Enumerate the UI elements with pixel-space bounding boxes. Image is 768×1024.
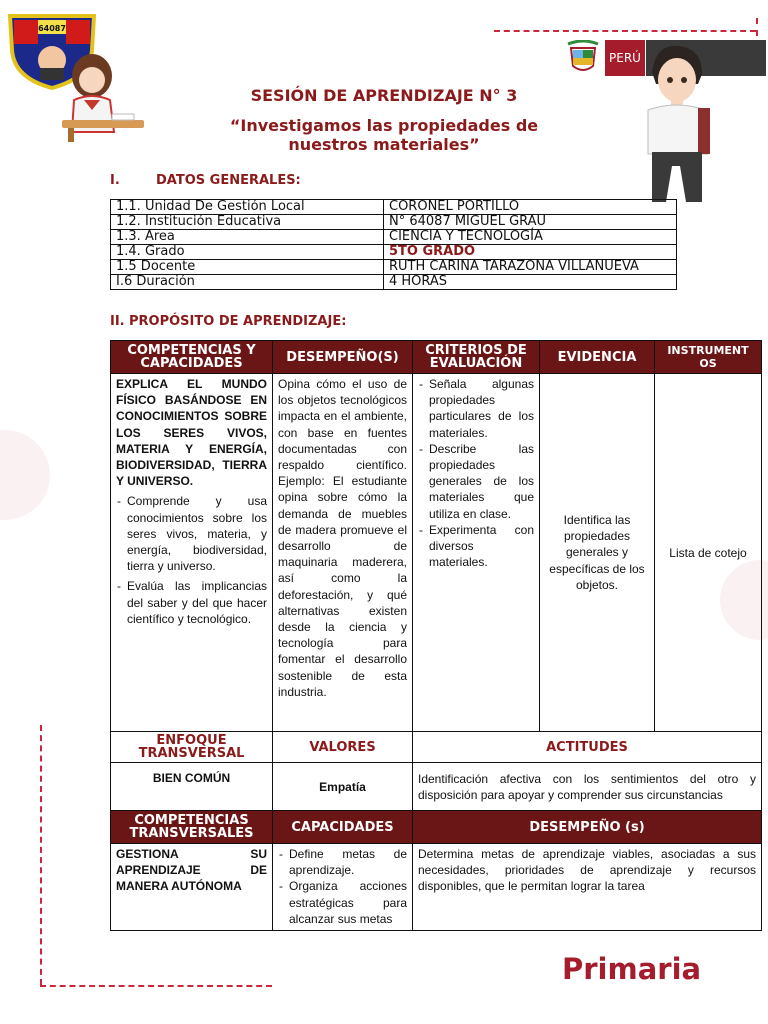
data-key: 1.4. Grado bbox=[111, 245, 384, 260]
valor-cell: Empatía bbox=[273, 763, 413, 811]
table-row bbox=[111, 374, 762, 732]
table-row bbox=[111, 275, 677, 290]
list-item: - Comprende y usa conocimientos sobre los seres vivos, materia, y energía, biodiversidad, tierra y universo. bbox=[127, 493, 267, 574]
section2-heading: PROPÓSITO DE APRENDIZAJE: bbox=[129, 314, 347, 329]
competencia-cell bbox=[111, 374, 273, 732]
header-evidencia: EVIDENCIA bbox=[540, 341, 655, 374]
bg-decoration bbox=[0, 430, 50, 520]
list-item: - Describe las propiedades generales de los materiales que utiliza en clase. bbox=[429, 441, 534, 522]
competencia-title: EXPLICA EL MUNDO FÍSICO BASÁNDOSE EN CONOCIMIENTOS SOBRE LOS SERES VIVOS, MATERIA Y ENERGÍA, BIODIVERSIDAD, TIERRA Y UNIVERSO. bbox=[116, 377, 267, 489]
data-value: CORONEL PORTILLO bbox=[384, 200, 677, 215]
enfoque-header-row bbox=[111, 732, 762, 763]
level-label: Primaria bbox=[562, 952, 702, 986]
girl-student-illustration bbox=[62, 54, 144, 142]
instrumento-cell: Lista de cotejo bbox=[655, 374, 762, 732]
desempeno-cell: Opina cómo el uso de los objetos tecnológicos impacta en el ambiente, con base en fuentes documentadas con respaldo científico. Ejemplo: El estudiante opina sobre cómo la demanda de muebles de madera promueve el desarrollo de maquinaria maderera, así como la deforestación, y qué alternativas existen desde la ciencia y tecnología para fomentar el desarrollo sostenible de esta industria. bbox=[273, 374, 413, 732]
data-value: 4 HORAS bbox=[384, 275, 677, 290]
list-item: - Evalúa las implicancias del saber y del que hacer científico y tecnológico. bbox=[127, 578, 267, 627]
competencia-transversal-cell: GESTIONA SU APRENDIZAJE DE MANERA AUTÓNOMA bbox=[111, 844, 273, 931]
header-capacidades: CAPACIDADES bbox=[273, 811, 413, 844]
transversal-header-row bbox=[111, 811, 762, 844]
list-item: - Organiza acciones estratégicas para alcanzar sus metas bbox=[289, 878, 407, 927]
general-data-table bbox=[110, 199, 677, 290]
section1-number: I. bbox=[110, 173, 120, 188]
capacidades-transversales-list bbox=[278, 846, 407, 927]
dashed-border-line bbox=[40, 725, 42, 985]
dashed-border-line bbox=[494, 30, 756, 32]
data-key: 1.3. Area bbox=[111, 230, 384, 245]
table-row bbox=[111, 230, 677, 245]
desempeno-transversal-cell: Determina metas de aprendizaje viables, asociadas a sus necesidades, prioridades de aprendizaje y recursos disponibles, que le permitan lograr la tarea bbox=[413, 844, 762, 931]
learning-purpose-table bbox=[110, 340, 762, 931]
section1-heading: DATOS GENERALES: bbox=[156, 173, 301, 188]
header-instrumentos: INSTRUMENT OS bbox=[655, 341, 762, 374]
coat-of-arms-icon bbox=[566, 40, 600, 76]
data-value: CIENCIA Y TECNOLOGÍA bbox=[384, 230, 677, 245]
section2-number: II. bbox=[110, 314, 125, 329]
header-criterios: CRITERIOS DE EVALUACIÓN bbox=[413, 341, 540, 374]
session-subtitle: “Investigamos las propiedades de nuestros materiales” bbox=[229, 116, 539, 154]
criterios-list bbox=[418, 376, 534, 570]
header-valores: VALORES bbox=[273, 732, 413, 763]
header-desempeno-transversal: DESEMPEÑO (s) bbox=[413, 811, 762, 844]
list-item: - Experimenta con diversos materiales. bbox=[429, 522, 534, 571]
data-key: 1.5 Docente bbox=[111, 260, 384, 275]
table-row bbox=[111, 200, 677, 215]
header-enfoque: ENFOQUE TRANSVERSAL bbox=[111, 732, 273, 763]
list-item: - Señala algunas propiedades particulares de los materiales. bbox=[429, 376, 534, 441]
evidencia-cell: Identifica las propiedades generales y específicas de los objetos. bbox=[540, 374, 655, 732]
data-key: 1.1. Unidad De Gestión Local bbox=[111, 200, 384, 215]
capacidades-transversales-cell bbox=[273, 844, 413, 931]
header-competencias: COMPETENCIAS Y CAPACIDADES bbox=[111, 341, 273, 374]
svg-text:64087: 64087 bbox=[38, 24, 66, 33]
data-key: 1.2. Institución Educativa bbox=[111, 215, 384, 230]
boy-student-illustration bbox=[636, 42, 716, 208]
peru-label: PERÚ bbox=[605, 40, 645, 76]
data-value: RUTH CARINA TARAZONA VILLANUEVA bbox=[384, 260, 677, 275]
capacidades-list bbox=[116, 493, 267, 627]
table-row bbox=[111, 844, 762, 931]
table-row bbox=[111, 215, 677, 230]
criterios-cell bbox=[413, 374, 540, 732]
dashed-border-line bbox=[756, 18, 758, 36]
list-item: - Define metas de aprendizaje. bbox=[289, 846, 407, 878]
header-competencias-transversales: COMPETENCIAS TRANSVERSALES bbox=[111, 811, 273, 844]
data-value: N° 64087 MIGUEL GRAU bbox=[384, 215, 677, 230]
table-row bbox=[111, 245, 677, 260]
header-desempenos: DESEMPEÑO(S) bbox=[273, 341, 413, 374]
dashed-border-line bbox=[40, 985, 272, 987]
actitud-cell: Identificación afectiva con los sentimientos del otro y disposición para apoyar y comprender sus circunstancias bbox=[413, 763, 762, 811]
table-header-row bbox=[111, 341, 762, 374]
session-title: SESIÓN DE APRENDIZAJE N° 3 bbox=[250, 86, 518, 105]
table-row bbox=[111, 763, 762, 811]
data-value: 5TO GRADO bbox=[384, 245, 677, 260]
header-actitudes: ACTITUDES bbox=[413, 732, 762, 763]
table-row bbox=[111, 260, 677, 275]
data-key: I.6 Duración bbox=[111, 275, 384, 290]
enfoque-cell: BIEN COMÚN bbox=[111, 763, 273, 811]
